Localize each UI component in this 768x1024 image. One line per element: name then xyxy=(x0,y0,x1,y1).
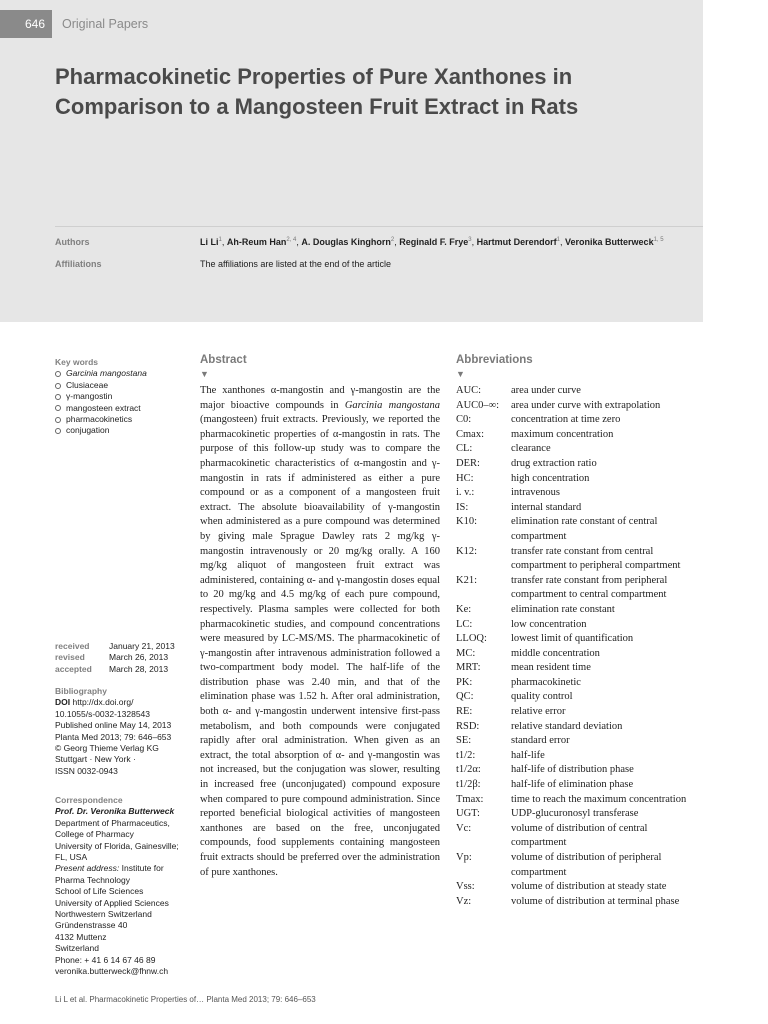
copyright: © Georg Thieme Verlag KG xyxy=(55,743,159,754)
abbreviation-row xyxy=(456,676,696,691)
date-value: March 26, 2013 xyxy=(109,652,169,663)
author-name: Veronika Butterweck xyxy=(565,237,654,247)
abbreviation-row xyxy=(456,486,696,501)
section-label: Original Papers xyxy=(62,17,149,31)
keyword-text: conjugation xyxy=(66,425,110,436)
address-line: University of Florida, Gainesville; xyxy=(55,840,179,851)
doi-number: 10.1055/s-0032-1328543 xyxy=(55,708,150,719)
abbreviation-row xyxy=(456,545,696,574)
page-number: 646 xyxy=(0,10,52,38)
abbreviation-row xyxy=(456,472,696,487)
abbreviation-term: Vss: xyxy=(456,881,475,893)
author-name: A. Douglas Kinghorn xyxy=(301,237,391,247)
abbreviation-term: AUC: xyxy=(456,385,482,396)
abbreviation-term: LLOQ: xyxy=(456,633,487,645)
abbreviation-term: RSD: xyxy=(456,720,480,732)
abbreviation-definition: maximum concentration xyxy=(511,428,614,440)
abbreviation-term: K21: xyxy=(456,574,477,586)
abbreviation-row xyxy=(456,793,696,808)
abbreviation-term: CL: xyxy=(456,443,473,455)
abbreviation-term: MRT: xyxy=(456,662,481,674)
abbreviation-definition: elimination rate constant xyxy=(511,603,615,615)
circle-bullet-icon xyxy=(55,394,61,400)
abbreviation-row xyxy=(456,413,696,428)
address-line: Switzerland xyxy=(55,943,99,954)
correspondent-name: Prof. Dr. Veronika Butterweck xyxy=(55,806,175,817)
abbreviation-term: t1/2α: xyxy=(456,764,481,776)
abbreviation-term: PK: xyxy=(456,676,473,688)
author-name: Hartmut Derendorf xyxy=(476,237,557,247)
keyword-text: mangosteen extract xyxy=(66,402,141,413)
correspondent-address xyxy=(55,818,195,864)
keyword-item xyxy=(55,414,195,425)
abbreviation-row xyxy=(456,574,696,603)
keyword-text: Clusiaceae xyxy=(66,379,109,390)
author-affiliation-mark: 1 xyxy=(218,237,222,243)
keywords-heading: Key words xyxy=(55,357,98,367)
circle-bullet-icon xyxy=(55,428,61,434)
abbreviation-term: t1/2β: xyxy=(456,779,481,791)
abbreviation-definition: UDP-glucuronosyl transferase xyxy=(511,808,639,820)
keyword-item xyxy=(55,403,195,414)
abbreviation-term: i. v.: xyxy=(456,487,475,499)
keyword-item xyxy=(55,391,195,402)
author-affiliation-mark: 1 xyxy=(556,237,561,243)
abbreviation-term: IS: xyxy=(456,501,469,513)
publisher-location: Stuttgart · New York · xyxy=(55,754,136,765)
present-address-label: Present address: xyxy=(55,863,120,874)
abbreviation-row xyxy=(456,807,696,822)
abbreviation-definition: time to reach the maximum concentration xyxy=(511,793,687,805)
affiliations-label: Affiliations xyxy=(55,259,102,269)
circle-bullet-icon xyxy=(55,371,61,377)
abbreviation-definition: volume of distribution at terminal phase xyxy=(511,895,680,907)
bibliography-heading: Bibliography xyxy=(55,686,107,696)
authors-label: Authors xyxy=(55,237,90,247)
abbreviation-definition: low concentration xyxy=(511,618,587,630)
abbreviation-definition: standard error xyxy=(511,735,570,747)
author-affiliation-mark: 2, 4 xyxy=(286,237,297,243)
abbreviation-definition: relative error xyxy=(511,706,566,718)
header-band xyxy=(0,0,703,322)
abstract-heading: Abstract xyxy=(200,354,247,366)
abbreviation-row xyxy=(456,384,696,399)
abbreviation-term: DER: xyxy=(456,457,480,469)
email-link[interactable]: veronika.butterweck@fhnw.ch xyxy=(55,966,169,977)
abbreviation-row xyxy=(456,763,696,778)
abbreviation-definition: transfer rate constant from central compartment to peripheral compartment xyxy=(511,545,681,572)
abbreviation-term: K10: xyxy=(456,516,477,528)
address-line: Phone: + 41 6 14 67 46 89 xyxy=(55,954,156,965)
doi-label: DOI xyxy=(55,697,71,708)
keyword-text: γ-mangostin xyxy=(66,391,113,402)
abbreviation-term: Ke: xyxy=(456,603,472,615)
abbreviation-definition: volume of distribution of peripheral compartment xyxy=(511,852,662,878)
abbreviation-term: UGT: xyxy=(456,808,480,820)
abbreviation-definition: internal standard xyxy=(511,501,582,513)
abbreviation-term: K12: xyxy=(456,545,477,557)
abbreviation-term: RE: xyxy=(456,706,473,718)
triangle-down-icon: ▼ xyxy=(456,369,465,379)
abbreviation-term: LC: xyxy=(456,618,473,630)
keyword-item xyxy=(55,368,195,379)
abbreviation-definition: area under curve with extrapolation xyxy=(511,399,661,411)
abbreviation-term: HC: xyxy=(456,472,474,484)
bibliography-block xyxy=(55,686,195,777)
abbreviation-definition: half-life xyxy=(511,749,545,761)
address-line: Department of Pharmaceutics, xyxy=(55,817,170,828)
abbreviations-heading: Abbreviations xyxy=(456,354,533,366)
date-value: January 21, 2013 xyxy=(109,641,175,651)
address-line: College of Pharmacy xyxy=(55,829,134,840)
abbreviation-definition: pharmacokinetic xyxy=(511,676,581,688)
issn: ISSN 0032-0943 xyxy=(55,765,118,776)
triangle-down-icon: ▼ xyxy=(200,369,209,379)
keywords-block xyxy=(55,357,195,437)
keyword-text: pharmacokinetics xyxy=(66,414,133,425)
abbreviation-term: QC: xyxy=(456,691,474,703)
abbreviation-row xyxy=(456,851,696,880)
abbreviation-term: Vz: xyxy=(456,895,472,907)
citation: Planta Med 2013; 79: 646–653 xyxy=(55,731,172,742)
affiliations-text: The affiliations are listed at the end of the article xyxy=(200,259,391,269)
present-address-line xyxy=(55,863,195,874)
date-row xyxy=(55,652,195,663)
author-name: Li Li xyxy=(200,237,219,247)
abbreviation-row xyxy=(456,734,696,749)
abbreviation-definition: relative standard deviation xyxy=(511,720,623,732)
abbreviation-term: MC: xyxy=(456,647,476,659)
date-row xyxy=(55,664,195,675)
abstract-text: The xanthones α-mangostin and γ-mangostin are the major bioactive compounds in Garcinia mangostana (mangosteen) fruit extracts. Previously, we reported the pharmacokinetic properties of α-mangostin in rats. The purpose of this follow-up study was to compare the pharmacokinetic characteristics of α-mangostin and γ-mangostin in rats if administered as either a pure compound or as a component of a mangosteen fruit extract. The absolute bioavailability of γ-mangostin when administered as a pure compound was determined by giving male Sprague Dawley rats 2 mg/kg γ-mangostin intravenously or 20 mg/kg orally. A 160 mg/kg aliquot of mangosteen fruit extract was administered, containing α- and γ-mangostin doses equal to 20 mg/kg and 4.5 mg/kg of each pure compound, respectively. Plasma samples were collected for both pharmacokinetic studies, and compound concentrations were measured by LC-MS/MS. The pharmacokinetic of γ-mangostin after intravenous administration followed a two-compartment body model. The half-life of the distribution phase was 2.40 min, and that of the elimination phase was 1.52 h. After oral administration, both α- and γ-mangostin underwent intensive first-pass metabolism, and both compounds were conjugated rapidly after oral administration. When given as an extract, the total absorption of α- and γ-mangostin was not increased, but the conjugation was slower, resulting in increased free (unconjugated) compound exposure when compared to pure compound administration. Since reported beneficial biological activities of mangosteen xanthones are based on the free, unconjugated compounds, food supplements containing mangosteen fruit extracts should be preferred over the administration of pure xanthones. xyxy=(200,385,440,878)
date-label: accepted xyxy=(55,663,92,674)
address-line: University of Applied Sciences xyxy=(55,897,169,908)
circle-bullet-icon xyxy=(55,383,61,389)
author-affiliation-mark: 1, 5 xyxy=(653,237,664,243)
address-line: FL, USA xyxy=(55,852,88,863)
circle-bullet-icon xyxy=(55,417,61,423)
abbreviation-definition: area under curve xyxy=(511,385,581,396)
abbreviation-row xyxy=(456,822,696,851)
author-list: Li Li$^1$, Ah-Reum Han$^{2, 4}$, A. Douglas Kinghorn$^2$, Reginald F. Frye$^3$, Hartmut Derendorf$^1$, Veronika Butterweck$^{1, 5}$ xyxy=(200,237,664,247)
doi-link[interactable]: http://dx.doi.org/ xyxy=(72,697,134,708)
abbreviation-row xyxy=(456,457,696,472)
abbreviation-term: Cmax: xyxy=(456,428,484,440)
abbreviation-definition: lowest limit of quantification xyxy=(511,633,634,645)
abbreviation-row xyxy=(456,618,696,633)
abbreviation-term: Tmax: xyxy=(456,793,484,805)
date-row xyxy=(55,641,195,652)
abbreviation-term: Vp: xyxy=(456,852,472,863)
abbreviation-row xyxy=(456,720,696,735)
abbreviation-row xyxy=(456,705,696,720)
abbreviation-term: AUC0–∞: xyxy=(456,399,500,411)
correspondence-block xyxy=(55,795,195,978)
date-value: March 28, 2013 xyxy=(109,663,169,674)
abbreviation-definition: middle concentration xyxy=(511,647,600,659)
abbreviation-row xyxy=(456,661,696,676)
abbreviation-row xyxy=(456,501,696,516)
correspondence-heading: Correspondence xyxy=(55,795,123,805)
circle-bullet-icon xyxy=(55,405,61,411)
abbreviation-list xyxy=(456,384,696,909)
abbreviation-definition: transfer rate constant from peripheral compartment to central compartment xyxy=(511,574,668,601)
abbreviation-row xyxy=(456,690,696,705)
abbreviation-term: SE: xyxy=(456,735,472,747)
address-line: Gründenstrasse 40 xyxy=(55,920,128,931)
dates-block xyxy=(55,641,195,675)
divider xyxy=(55,226,703,227)
abbreviation-definition: half-life of elimination phase xyxy=(511,779,634,791)
abbreviation-definition: volume of distribution at steady state xyxy=(511,881,667,893)
abbreviation-term: C0: xyxy=(456,414,472,426)
present-address xyxy=(55,875,195,978)
published-online: Published online May 14, 2013 xyxy=(55,720,172,731)
page-footer: Li L et al. Pharmacokinetic Properties of… Planta Med 2013; 79: 646–653 xyxy=(55,995,316,1004)
address-line: School of Life Sciences xyxy=(55,886,144,897)
abbreviation-row xyxy=(456,428,696,443)
abbreviation-row xyxy=(456,647,696,662)
abbreviation-definition: clearance xyxy=(511,443,551,455)
abbreviation-row xyxy=(456,603,696,618)
author-affiliation-mark: 2 xyxy=(390,237,395,243)
abbreviation-definition: mean resident time xyxy=(511,662,591,674)
keyword-item xyxy=(55,380,195,391)
species-name: Garcinia mangostana xyxy=(344,399,440,411)
abbreviation-row xyxy=(456,749,696,764)
abbreviation-row xyxy=(456,778,696,793)
abbreviation-row xyxy=(456,895,696,910)
address-line: Northwestern Switzerland xyxy=(55,909,152,920)
abbreviation-row xyxy=(456,515,696,544)
author-name: Ah-Reum Han xyxy=(226,237,287,247)
date-label: received xyxy=(55,641,90,651)
date-label: revised xyxy=(55,652,85,663)
keyword-list xyxy=(55,368,195,436)
keyword-item xyxy=(55,425,195,436)
abbreviation-row xyxy=(456,880,696,895)
address-line: 4132 Muttenz xyxy=(55,931,107,942)
abbreviation-row xyxy=(456,399,696,414)
abbreviation-row xyxy=(456,632,696,647)
abbreviation-definition: volume of distribution of central compartment xyxy=(511,822,648,849)
abbreviation-definition: quality control xyxy=(511,691,573,703)
abbreviation-definition: concentration at time zero xyxy=(511,414,621,426)
keyword-text: Garcinia mangostana xyxy=(66,368,147,379)
article-title: Pharmacokinetic Properties of Pure Xanthones in Comparison to a Mangosteen Fruit Extract in Rats xyxy=(55,64,579,119)
abbreviation-row xyxy=(456,442,696,457)
present-address-start: Institute for xyxy=(121,863,164,874)
abbreviation-definition: drug extraction ratio xyxy=(511,457,597,469)
author-name: Reginald F. Frye xyxy=(399,237,469,247)
abbreviation-definition: high concentration xyxy=(511,472,590,484)
abbreviation-term: t1/2: xyxy=(456,749,476,761)
abbreviation-definition: half-life of distribution phase xyxy=(511,764,634,776)
abbreviation-definition: intravenous xyxy=(511,487,560,499)
abbreviation-term: Vc: xyxy=(456,822,472,834)
abbreviation-definition: elimination rate constant of central compartment xyxy=(511,516,658,542)
address-line: Pharma Technology xyxy=(55,874,130,885)
author-affiliation-mark: 3 xyxy=(468,237,472,243)
doi-line xyxy=(55,697,195,708)
